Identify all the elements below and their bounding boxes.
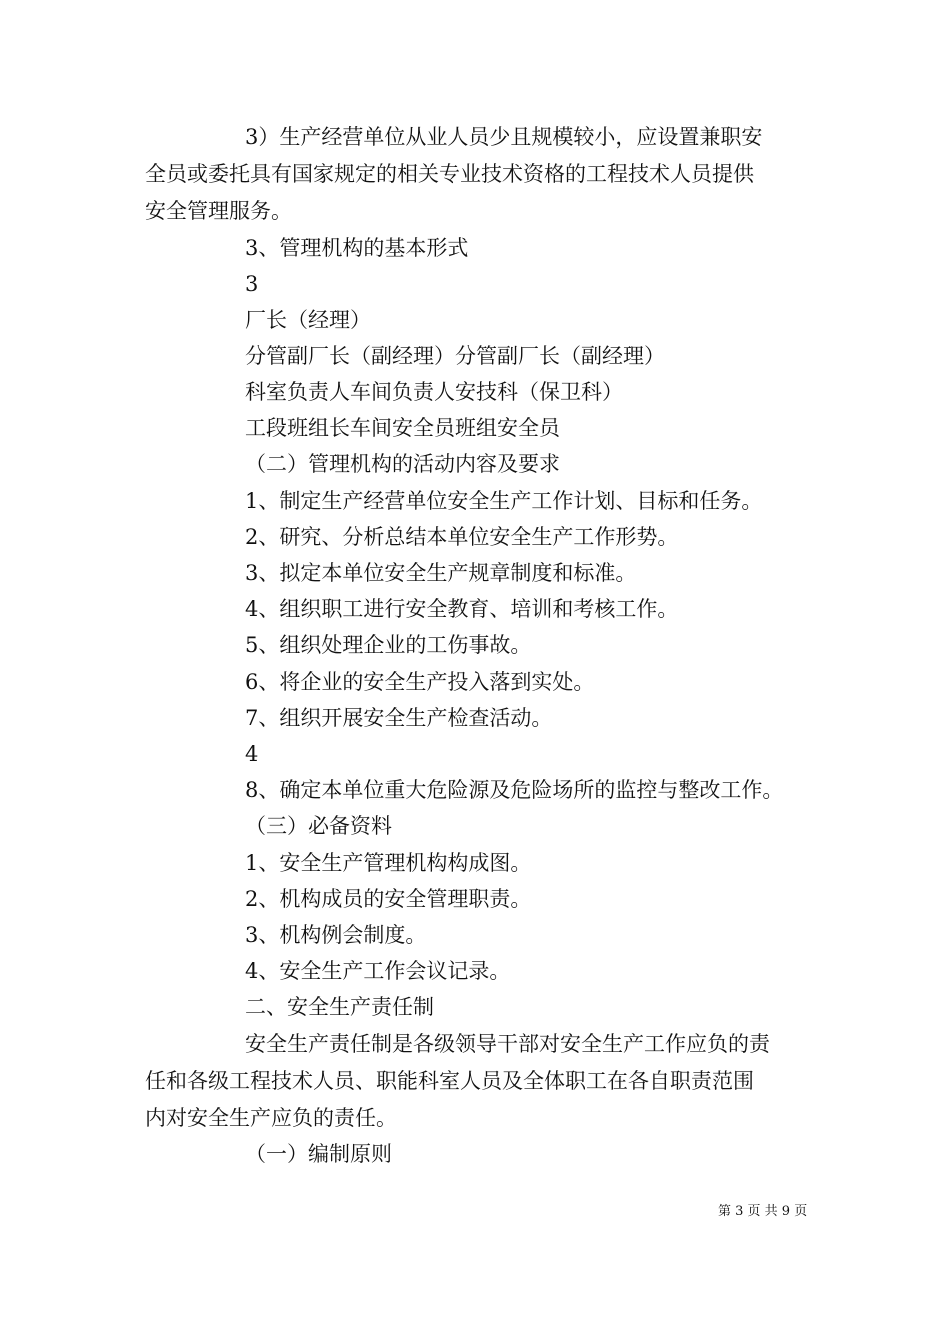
list-item: 2、研究、分析总结本单位安全生产工作形势。 bbox=[245, 525, 679, 549]
list-item: 7、组织开展安全生产检查活动。 bbox=[245, 706, 553, 730]
list-item: 3、拟定本单位安全生产规章制度和标准。 bbox=[245, 561, 637, 585]
list-item: 5、组织处理企业的工伤事故。 bbox=[245, 633, 532, 657]
org-chart-line: 工段班组长车间安全员班组安全员 bbox=[245, 416, 560, 440]
subsection-heading: （一）编制原则 bbox=[245, 1142, 392, 1166]
org-chart-line: 科室负责人车间负责人安技科（保卫科） bbox=[245, 380, 623, 404]
page-footer: 第 3 页 共 9 页 bbox=[718, 1204, 808, 1219]
paragraph-line: 3）生产经营单位从业人员少且规模较小，应设置兼职安 bbox=[245, 125, 763, 149]
section-heading: 3、管理机构的基本形式 bbox=[245, 236, 469, 260]
paragraph-line: 安全管理服务。 bbox=[145, 199, 292, 223]
paragraph-line: 内对安全生产应负的责任。 bbox=[145, 1106, 397, 1130]
org-chart-line: 厂长（经理） bbox=[245, 308, 371, 332]
subsection-heading: （三）必备资料 bbox=[245, 814, 392, 838]
section-heading: 二、安全生产责任制 bbox=[245, 995, 434, 1019]
list-item: 8、确定本单位重大危险源及危险场所的监控与整改工作。 bbox=[245, 778, 784, 802]
paragraph-line: 安全生产责任制是各级领导干部对安全生产工作应负的责 bbox=[245, 1032, 770, 1056]
list-item: 4、组织职工进行安全教育、培训和考核工作。 bbox=[245, 597, 679, 621]
list-item: 1、制定生产经营单位安全生产工作计划、目标和任务。 bbox=[245, 489, 763, 513]
page-number-marker: 3 bbox=[245, 272, 259, 296]
list-item: 2、机构成员的安全管理职责。 bbox=[245, 887, 532, 911]
subsection-heading: （二）管理机构的活动内容及要求 bbox=[245, 452, 560, 476]
list-item: 4、安全生产工作会议记录。 bbox=[245, 959, 511, 983]
page-number-marker: 4 bbox=[245, 742, 259, 766]
paragraph-line: 任和各级工程技术人员、职能科室人员及全体职工在各自职责范围 bbox=[145, 1069, 754, 1093]
list-item: 1、安全生产管理机构构成图。 bbox=[245, 851, 532, 875]
list-item: 6、将企业的安全生产投入落到实处。 bbox=[245, 670, 595, 694]
list-item: 3、机构例会制度。 bbox=[245, 923, 427, 947]
paragraph-line: 全员或委托具有国家规定的相关专业技术资格的工程技术人员提供 bbox=[145, 162, 754, 186]
org-chart-line: 分管副厂长（副经理）分管副厂长（副经理） bbox=[245, 344, 665, 368]
